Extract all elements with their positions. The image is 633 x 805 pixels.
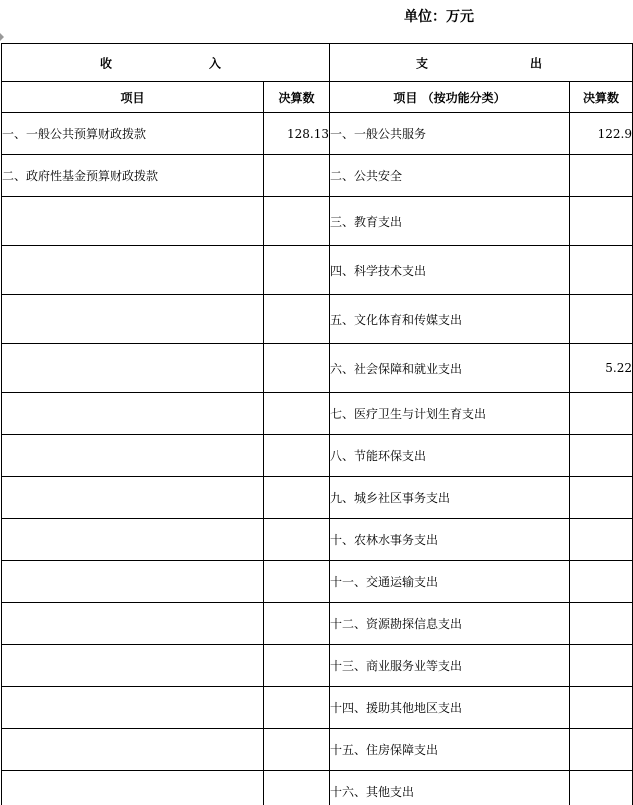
table-row <box>2 344 633 393</box>
expenditure-item-header: 项目 （按功能分类） <box>330 82 570 113</box>
table-row <box>2 561 633 603</box>
expenditure-amount-cell <box>570 295 633 344</box>
table-row <box>2 155 633 197</box>
income-amount-cell <box>264 155 330 197</box>
income-item-cell <box>2 435 264 477</box>
expenditure-amount-cell <box>570 771 633 805</box>
expenditure-header-char-1: 支 <box>416 56 429 70</box>
expenditure-amount-cell <box>570 435 633 477</box>
income-amount-cell <box>264 295 330 344</box>
table-row <box>2 197 633 246</box>
expenditure-amount-cell <box>570 603 633 645</box>
expenditure-item-cell: 十一、交通运输支出 <box>330 561 570 603</box>
expenditure-item-cell: 五、文化体育和传媒支出 <box>330 295 570 344</box>
income-item-cell <box>2 561 264 603</box>
expenditure-item-cell: 十五、住房保障支出 <box>330 729 570 771</box>
income-amount-cell <box>264 197 330 246</box>
income-item-cell <box>2 197 264 246</box>
expenditure-amount-cell <box>570 393 633 435</box>
table-row <box>2 477 633 519</box>
income-amount-header: 决算数 <box>264 82 330 113</box>
expenditure-item-cell: 十六、其他支出 <box>330 771 570 805</box>
income-amount-cell <box>264 246 330 295</box>
income-item-cell <box>2 687 264 729</box>
income-amount-cell <box>264 687 330 729</box>
expenditure-item-cell: 八、节能环保支出 <box>330 435 570 477</box>
income-item-cell <box>2 645 264 687</box>
expenditure-item-cell: 十四、援助其他地区支出 <box>330 687 570 729</box>
income-item-cell <box>2 246 264 295</box>
table-row <box>2 113 633 155</box>
income-item-cell <box>2 393 264 435</box>
expenditure-item-cell: 十三、商业服务业等支出 <box>330 645 570 687</box>
table-row <box>2 771 633 805</box>
table-row <box>2 246 633 295</box>
income-item-cell <box>2 603 264 645</box>
income-amount-cell <box>264 645 330 687</box>
expenditure-amount-cell <box>570 155 633 197</box>
income-amount-cell <box>264 771 330 805</box>
expenditure-amount-cell <box>570 729 633 771</box>
income-item-cell <box>2 519 264 561</box>
expenditure-amount-cell <box>570 519 633 561</box>
table-row <box>2 603 633 645</box>
table-row <box>2 519 633 561</box>
expenditure-amount-cell: 122.9 <box>570 113 633 155</box>
expenditure-amount-cell <box>570 477 633 519</box>
expenditure-amount-header: 决算数 <box>570 82 633 113</box>
expenditure-item-cell: 七、医疗卫生与计划生育支出 <box>330 393 570 435</box>
budget-table <box>1 43 633 805</box>
expenditure-item-cell: 六、社会保障和就业支出 <box>330 344 570 393</box>
income-header-char-1: 收 <box>100 56 113 70</box>
income-amount-cell: 128.13 <box>264 113 330 155</box>
income-amount-cell <box>264 519 330 561</box>
expenditure-amount-cell <box>570 687 633 729</box>
expenditure-item-cell: 三、教育支出 <box>330 197 570 246</box>
expenditure-item-cell: 九、城乡社区事务支出 <box>330 477 570 519</box>
income-item-cell <box>2 729 264 771</box>
income-amount-cell <box>264 435 330 477</box>
unit-label: 单位：万元 <box>404 9 474 25</box>
expenditure-item-cell: 十二、资源勘探信息支出 <box>330 603 570 645</box>
income-amount-cell <box>264 729 330 771</box>
income-amount-cell <box>264 603 330 645</box>
income-amount-cell <box>264 344 330 393</box>
header-row-columns <box>2 82 633 113</box>
income-item-cell <box>2 295 264 344</box>
income-section-header <box>2 44 330 82</box>
income-item-header: 项目 <box>2 82 264 113</box>
expenditure-amount-cell <box>570 561 633 603</box>
table-row <box>2 435 633 477</box>
expenditure-item-cell: 二、公共安全 <box>330 155 570 197</box>
expenditure-section-header <box>330 44 633 82</box>
expenditure-item-cell: 十、农林水事务支出 <box>330 519 570 561</box>
expenditure-item-cell: 四、科学技术支出 <box>330 246 570 295</box>
table-row <box>2 295 633 344</box>
expenditure-amount-cell <box>570 246 633 295</box>
table-row <box>2 645 633 687</box>
expenditure-amount-cell: 5.22 <box>570 344 633 393</box>
income-header-char-2: 入 <box>209 56 222 70</box>
cell-marker-icon <box>0 33 4 41</box>
income-item-cell <box>2 771 264 805</box>
income-amount-cell <box>264 393 330 435</box>
income-item-cell <box>2 477 264 519</box>
income-amount-cell <box>264 477 330 519</box>
income-item-cell: 一、一般公共预算财政拨款 <box>2 113 264 155</box>
expenditure-amount-cell <box>570 197 633 246</box>
expenditure-item-cell: 一、一般公共服务 <box>330 113 570 155</box>
table-row <box>2 687 633 729</box>
income-item-cell: 二、政府性基金预算财政拨款 <box>2 155 264 197</box>
income-item-cell <box>2 344 264 393</box>
expenditure-header-char-2: 出 <box>530 56 543 70</box>
table-row <box>2 729 633 771</box>
expenditure-amount-cell <box>570 645 633 687</box>
header-row-sections <box>2 44 633 82</box>
table-row <box>2 393 633 435</box>
income-amount-cell <box>264 561 330 603</box>
